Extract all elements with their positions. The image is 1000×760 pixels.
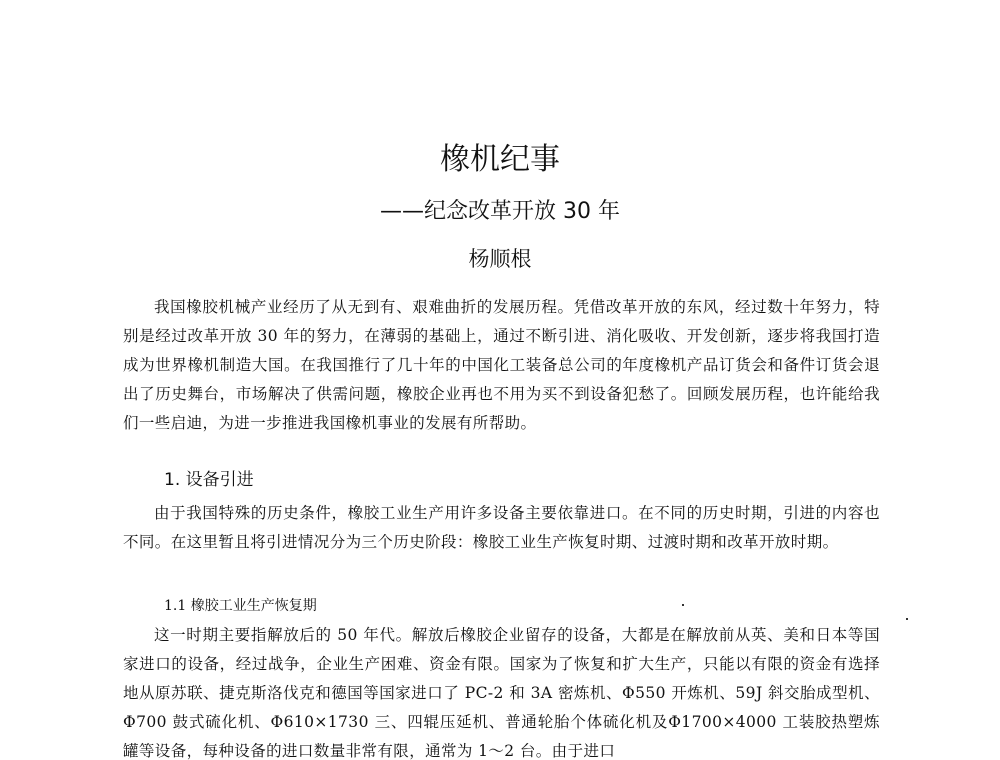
intro-paragraph: 我国橡胶机械产业经历了从无到有、艰难曲折的发展历程。凭借改革开放的东风，经过数十年努力，特别是经过改革开放 30 年的努力，在薄弱的基础上，通过不断引进、消化吸收、开发创新，逐步将我国打造成为世界橡机制造大国。在我国推行了几十年的中国化工装备总公司的年度橡机产品订货会和备件订货会退出了历史舞台，市场解决了供需问题，橡胶企业再也不用为买不到设备犯愁了。回顾发展历程，也许能给我们一些启迪，为进一步推进我国橡机事业的发展有所帮助。 (123, 298, 880, 432)
section-heading-1-1: 1.1 橡胶工业生产恢复期 (164, 598, 317, 614)
scan-speck (682, 604, 684, 606)
article-title: 橡机纪事 (440, 142, 560, 177)
section-1-1-paragraph: 这一时期主要指解放后的 50 年代。解放后橡胶企业留存的设备，大都是在解放前从英、美和日本等国家进口的设备，经过战争，企业生产困难、资金有限。国家为了恢复和扩大生产，只能以有限的资金有选择地从原苏联、捷克斯洛伐克和德国等国家进口了 PC-2 和 3A 密炼机、Φ550 开炼机、59J 斜交胎成型机、Φ700 鼓式硫化机、Φ610×1730 三、四辊压延机、普通轮胎个体硫化机及Φ1700×4000 工装胶热塑炼罐等设备，每种设备的进口数量非常有限，通常为 1～2 台。由于进口 (123, 626, 880, 760)
article-subtitle: ——纪念改革开放 30 年 (380, 199, 620, 224)
section-heading-1: 1. 设备引进 (164, 470, 254, 490)
article-author: 杨顺根 (468, 247, 532, 271)
section-1-paragraph: 由于我国特殊的历史条件，橡胶工业生产用许多设备主要依靠进口。在不同的历史时期，引进的内容也不同。在这里暂且将引进情况分为三个历史阶段：橡胶工业生产恢复时期、过渡时期和改革开放时期。 (123, 504, 880, 551)
scan-speck (906, 618, 908, 620)
